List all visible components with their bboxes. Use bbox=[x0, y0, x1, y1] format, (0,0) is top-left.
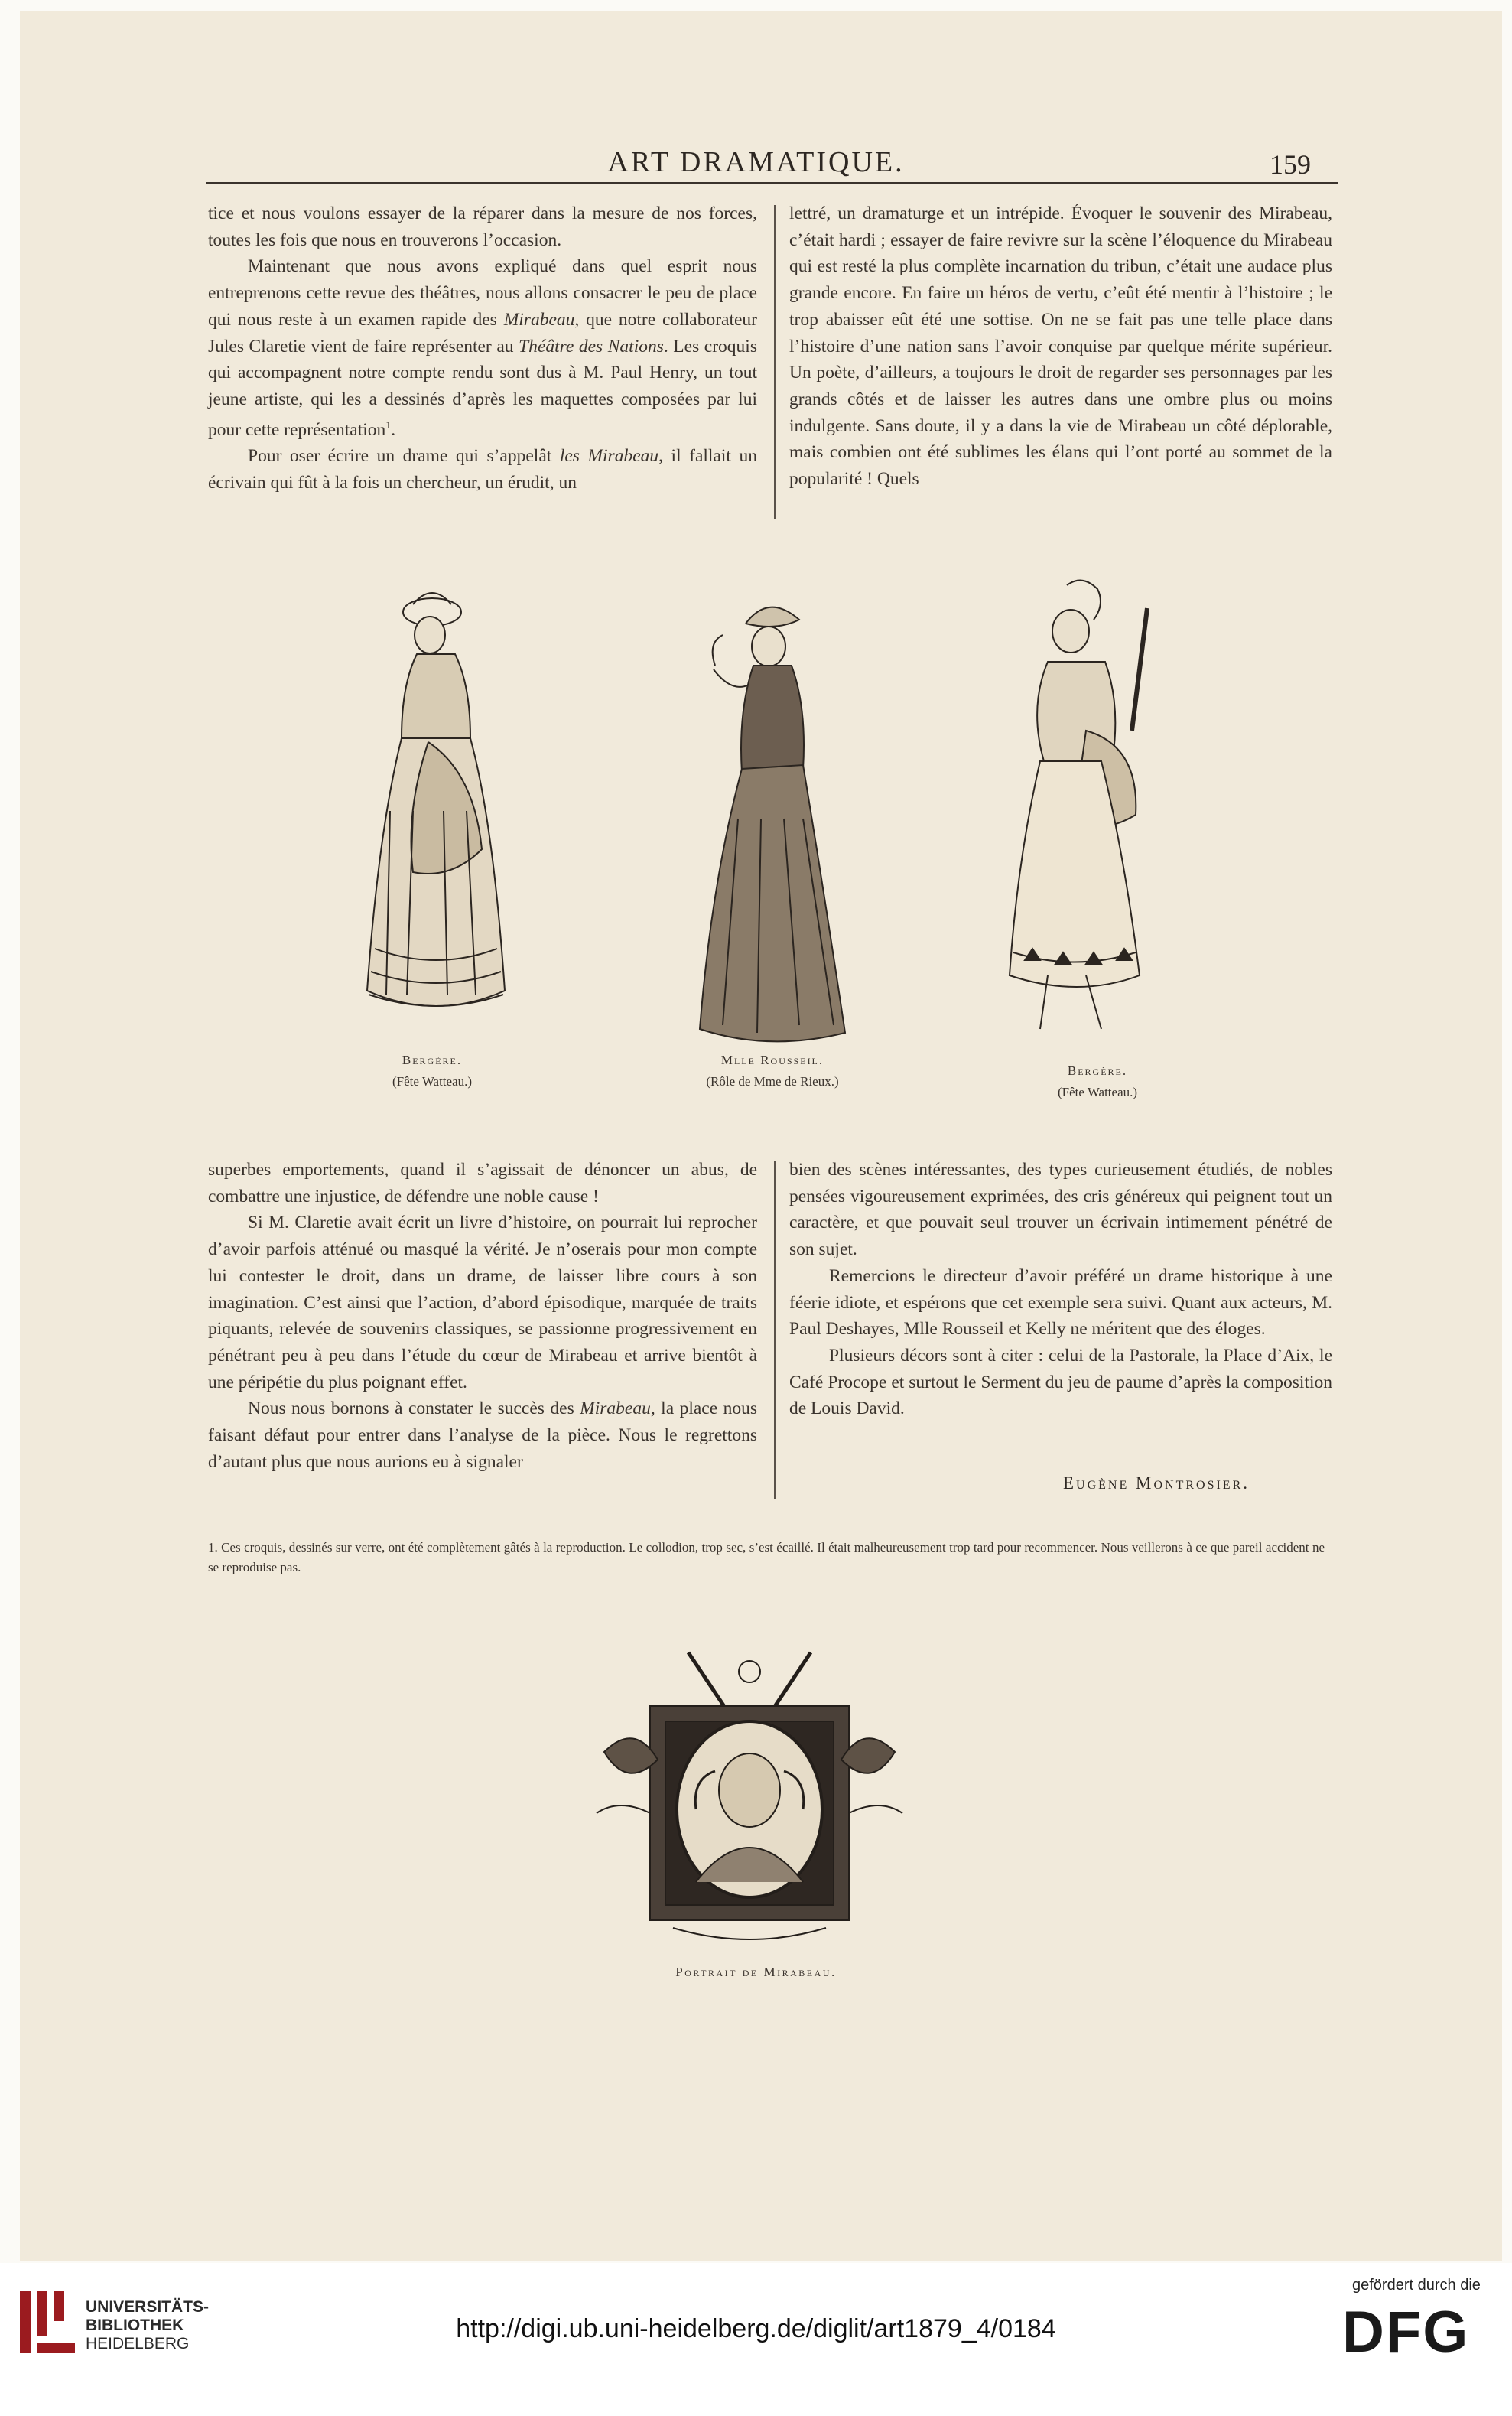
portrait-caption: Portrait de Mirabeau. bbox=[675, 1965, 837, 1979]
page-number: 159 bbox=[1270, 149, 1311, 180]
paragraph: Pour oser écrire un drame qui s’appelât les Mirabeau, il fallait un écrivain qui fût à la fois un chercheur, un érudit, un bbox=[208, 446, 757, 493]
portrait-vignette bbox=[581, 1637, 918, 1943]
paragraph: bien des scènes intéressantes, des types curieusement étudiés, de nobles pensées vigoureusement exprimées, des cris généreux qui peignent tout un caractère, et que pouvait seul trouver un écrivain intimement pénétré de son sujet. bbox=[789, 1160, 1332, 1260]
figure-caption bbox=[665, 1050, 880, 1092]
figure-caption bbox=[329, 1050, 535, 1092]
illustration-rousseil bbox=[684, 589, 853, 1048]
funded-by-label: gefördert durch die bbox=[1352, 2277, 1481, 2294]
paragraph: Remercions le directeur d’avoir préféré un drame historique à une féerie idiote, et espérons que cet exemple sera suivi. Quant aux acteurs, M. Paul Deshayes, Mlle Rousseil et Kelly ne méritent que des éloges. bbox=[789, 1265, 1332, 1340]
figure-role: (Fête Watteau.) bbox=[1057, 1085, 1138, 1099]
library-name: UNIVERSITÄTS- BIBLIOTHEK HEIDELBERG bbox=[86, 2298, 210, 2353]
bottom-right-column bbox=[789, 1157, 1332, 1422]
footnote: 1. Ces croquis, dessinés sur verre, ont été complètement gâtés à la reproduction. Le collodion, trop sec, s’est écaillé. Il était malheureusement trop tard pour recommencer. Nous veillerons à ce que pareil accident ne se reproduise pas. bbox=[208, 1540, 1325, 1574]
figure-role: (Fête Watteau.) bbox=[392, 1074, 473, 1089]
figure-role: (Rôle de Mme de Rieux.) bbox=[706, 1074, 839, 1089]
bottom-left-column bbox=[208, 1157, 757, 1475]
figure-name: Mlle Rousseil. bbox=[720, 1053, 824, 1067]
top-left-column bbox=[208, 200, 757, 497]
source-url[interactable]: http://digi.ub.uni-heidelberg.de/diglit/art1879_4/0184 bbox=[456, 2314, 1056, 2343]
paragraph: superbes emportements, quand il s’agissait de dénoncer un abus, de combattre une injustice, de défendre une noble cause ! bbox=[208, 1160, 757, 1206]
header-rule bbox=[206, 182, 1338, 184]
paragraph: Nous nous bornons à constater le succès des Mirabeau, la place nous faisant défaut pour entrer dans l’analyse de la pièce. Nous le regrettons d’autant plus que nous aurions eu à signaler bbox=[208, 1398, 757, 1472]
column-divider bbox=[774, 1161, 776, 1499]
figure-name: Bergère. bbox=[402, 1053, 463, 1067]
signature: Eugène Montrosier. bbox=[1063, 1473, 1250, 1493]
running-title: ART DRAMATIQUE. bbox=[607, 146, 905, 178]
paragraph: Si M. Claretie avait écrit un livre d’histoire, on pourrait lui reprocher d’avoir parfois atténué ou masqué la vérité. Je n’oserais pour mon compte lui contester le droit, dans un drame, de laisser libre cours à son imagination. C’est ainsi que l’action, d’abord épisodique, marquée de traits piquants, relevée de souvenirs classiques, se passionne progressivement en pénétrant peu à peu dans l’étude du cœur de Mirabeau et arrive bientôt à une péripétie du plus poignant effet. bbox=[208, 1213, 757, 1392]
figure-caption bbox=[994, 1060, 1201, 1103]
paragraph: lettré, un dramaturge et un intrépide. Évoquer le souvenir des Mirabeau, c’était hardi ; essayer de faire revivre sur la scène l’éloquence du Mirabeau qui est resté la plus complète incarnation du tribun, c’était une audace plus grande encore. En faire un héros de vertu, c’eût été mentir à l’histoire ; le trop abaisser eût été une sottise. On ne se fait pas une telle place dans l’histoire d’une nation sans l’avoir conquise par quelque mérite supérieur. Un poète, d’ailleurs, a toujours le droit de regarder ses personnages par les grands côtés et de laisser les autres dans une ombre plus ou moins indulgente. Sans doute, il y a dans la vie de Mirabeau un côté déplorable, mais combien ont été sublimes les élans qui l’ont porté au sommet de la popularité ! Quels bbox=[789, 204, 1332, 490]
paragraph: tice et nous voulons essayer de la réparer dans la mesure de nos forces, toutes les fois que nous en trouverons l’occasion. bbox=[208, 204, 757, 250]
paragraph: Plusieurs décors sont à citer : celui de la Pastorale, la Place d’Aix, le Café Procope et surtout le Serment du jeu de paume d’après la composition de Louis David. bbox=[789, 1345, 1332, 1419]
illustration-bergere-right bbox=[994, 578, 1178, 1044]
top-right-column bbox=[789, 200, 1332, 493]
dfg-logo: DFG bbox=[1342, 2300, 1470, 2365]
column-divider bbox=[774, 205, 776, 519]
paragraph: Maintenant que nous avons expliqué dans quel esprit nous entreprenons cette revue des théâtres, nous allons consacrer le peu de place qui nous reste à un examen rapide des Mirabeau, que notre collaborateur Jules Claretie vient de faire représenter au Théâtre des Nations. Les croquis qui accompagnent notre compte rendu sont dus à M. Paul Henry, un tout jeune artiste, qui les a dessinés d’après les maquettes composées par lui pour cette représentation$^1$. bbox=[208, 256, 757, 440]
figure-name: Bergère. bbox=[1067, 1063, 1128, 1078]
illustration-bergere-left bbox=[359, 581, 512, 1047]
